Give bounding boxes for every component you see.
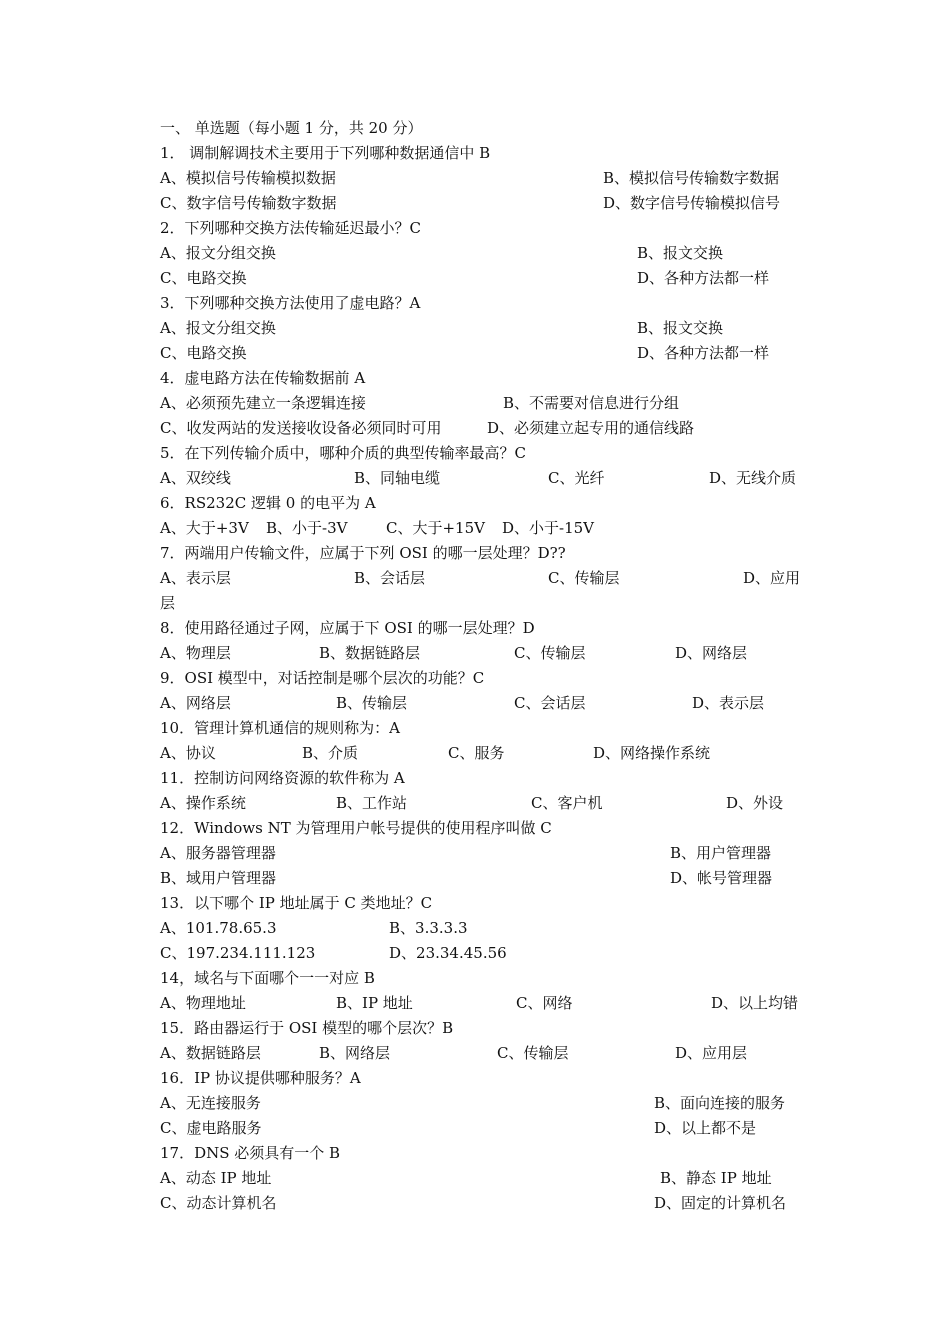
option-c: C、电路交换: [160, 269, 247, 287]
option-c: C、数字信号传输数字数据: [160, 194, 337, 212]
option-a: A、物理层: [160, 644, 231, 662]
option-b: B、数据链路层: [319, 644, 421, 662]
option-b: B、报文交换: [637, 244, 724, 262]
option-d: D、数字信号传输模拟信号: [603, 194, 781, 212]
option-b: B、小于-3V: [266, 519, 348, 537]
option-b: B、介质: [302, 744, 359, 762]
option-a: A、动态 IP 地址: [160, 1169, 272, 1187]
question-stem: 17．DNS 必须具有一个 B: [160, 1144, 341, 1162]
option-b: B、静态 IP 地址: [660, 1169, 772, 1187]
question-stem: 2．下列哪种交换方法传输延迟最小？C: [160, 219, 422, 237]
option-c: C、网络: [516, 994, 573, 1012]
option-b: B、用户管理器: [670, 844, 772, 862]
question-stem: 6．RS232C 逻辑 0 的电平为 A: [160, 494, 376, 512]
option-b: B、不需要对信息进行分组: [503, 394, 680, 412]
question-stem: 5．在下列传输介质中，哪种介质的典型传输率最高？C: [160, 444, 527, 462]
question-stem: 7．两端用户传输文件，应属于下列 OSI 的哪一层处理？D??: [160, 544, 566, 562]
question-stem: 15．路由器运行于 OSI 模型的哪个层次？B: [160, 1019, 454, 1037]
option-a: A、模拟信号传输模拟数据: [160, 169, 336, 187]
option-c: C、服务: [448, 744, 505, 762]
option-c: C、光纤: [548, 469, 605, 487]
option-c: C、会话层: [514, 694, 586, 712]
question-stem: 11．控制访问网络资源的软件称为 A: [160, 769, 405, 787]
option-b: B、工作站: [336, 794, 408, 812]
option-c: C、电路交换: [160, 344, 247, 362]
option-b: B、模拟信号传输数字数据: [603, 169, 780, 187]
option-d: D、固定的计算机名: [654, 1194, 787, 1212]
option-b: B、3.3.3.3: [389, 919, 468, 937]
question-stem: 13．以下哪个 IP 地址属于 C 类地址？C: [160, 894, 433, 912]
option-c: C、虚电路服务: [160, 1119, 262, 1137]
option-d: D、小于-15V: [502, 519, 595, 537]
option-a: A、101.78.65.3: [160, 919, 277, 937]
option-a: A、大于+3V: [160, 519, 249, 537]
option-a: A、报文分组交换: [160, 244, 276, 262]
question-stem: 12．Windows NT 为管理用户帐号提供的使用程序叫做 C: [160, 819, 552, 837]
question-stem: 9．OSI 模型中，对话控制是哪个层次的功能？C: [160, 669, 485, 687]
option-a: A、双绞线: [160, 469, 231, 487]
option-d: D、网络操作系统: [593, 744, 711, 762]
section-header: 一、 单选题（每小题 1 分，共 20 分）: [160, 119, 423, 137]
question-stem: 10．管理计算机通信的规则称为：A: [160, 719, 400, 737]
option-c: C、动态计算机名: [160, 1194, 277, 1212]
option-a: A、表示层: [160, 569, 231, 587]
question-stem: 4．虚电路方法在传输数据前 A: [160, 369, 366, 387]
option-c: C、197.234.111.123: [160, 944, 316, 962]
option-d: D、应用: [743, 569, 801, 587]
option-b: B、IP 地址: [336, 994, 413, 1012]
option-c: C、客户机: [531, 794, 603, 812]
option-d: D、各种方法都一样: [637, 344, 770, 362]
option-c: C、传输层: [514, 644, 586, 662]
option-d-wrap: 层: [160, 594, 176, 612]
option-b: B、网络层: [319, 1044, 391, 1062]
option-a: A、物理地址: [160, 994, 246, 1012]
option-d: D、外设: [726, 794, 784, 812]
option-c: C、收发两站的发送接收设备必须同时可用: [160, 419, 442, 437]
option-b: B、面向连接的服务: [654, 1094, 786, 1112]
question-stem: 14，域名与下面哪个一一对应 B: [160, 969, 375, 987]
question-stem: 8．使用路径通过子网，应属于下 OSI 的哪一层处理？D: [160, 619, 535, 637]
option-a: A、服务器管理器: [160, 844, 276, 862]
option-a: A、必须预先建立一条逻辑连接: [160, 394, 366, 412]
option-d: D、以上都不是: [654, 1119, 757, 1137]
option-d: D、表示层: [692, 694, 765, 712]
option-a: A、网络层: [160, 694, 231, 712]
option-d: D、必须建立起专用的通信线路: [487, 419, 695, 437]
option-b: B、报文交换: [637, 319, 724, 337]
option-c: C、传输层: [497, 1044, 569, 1062]
option-b: B、传输层: [336, 694, 408, 712]
option-a: A、操作系统: [160, 794, 246, 812]
option-d: D、无线介质: [709, 469, 797, 487]
option-c: C、大于+15V: [386, 519, 485, 537]
option-a: A、数据链路层: [160, 1044, 261, 1062]
option-b: B、会话层: [354, 569, 426, 587]
option-d: D、帐号管理器: [670, 869, 773, 887]
option-d: D、各种方法都一样: [637, 269, 770, 287]
question-stem: 16．IP 协议提供哪种服务？A: [160, 1069, 361, 1087]
option-d: D、应用层: [675, 1044, 748, 1062]
option-b: B、同轴电缆: [354, 469, 441, 487]
question-stem: 1． 调制解调技术主要用于下列哪种数据通信中 B: [160, 144, 491, 162]
option-a: A、报文分组交换: [160, 319, 276, 337]
option-c: C、传输层: [548, 569, 620, 587]
option-d: D、23.34.45.56: [389, 944, 507, 962]
option-a: A、无连接服务: [160, 1094, 261, 1112]
option-a: A、协议: [160, 744, 216, 762]
option-d: D、网络层: [675, 644, 748, 662]
question-stem: 3．下列哪种交换方法使用了虚电路？A: [160, 294, 421, 312]
option-c: B、域用户管理器: [160, 869, 277, 887]
option-d: D、以上均错: [711, 994, 799, 1012]
